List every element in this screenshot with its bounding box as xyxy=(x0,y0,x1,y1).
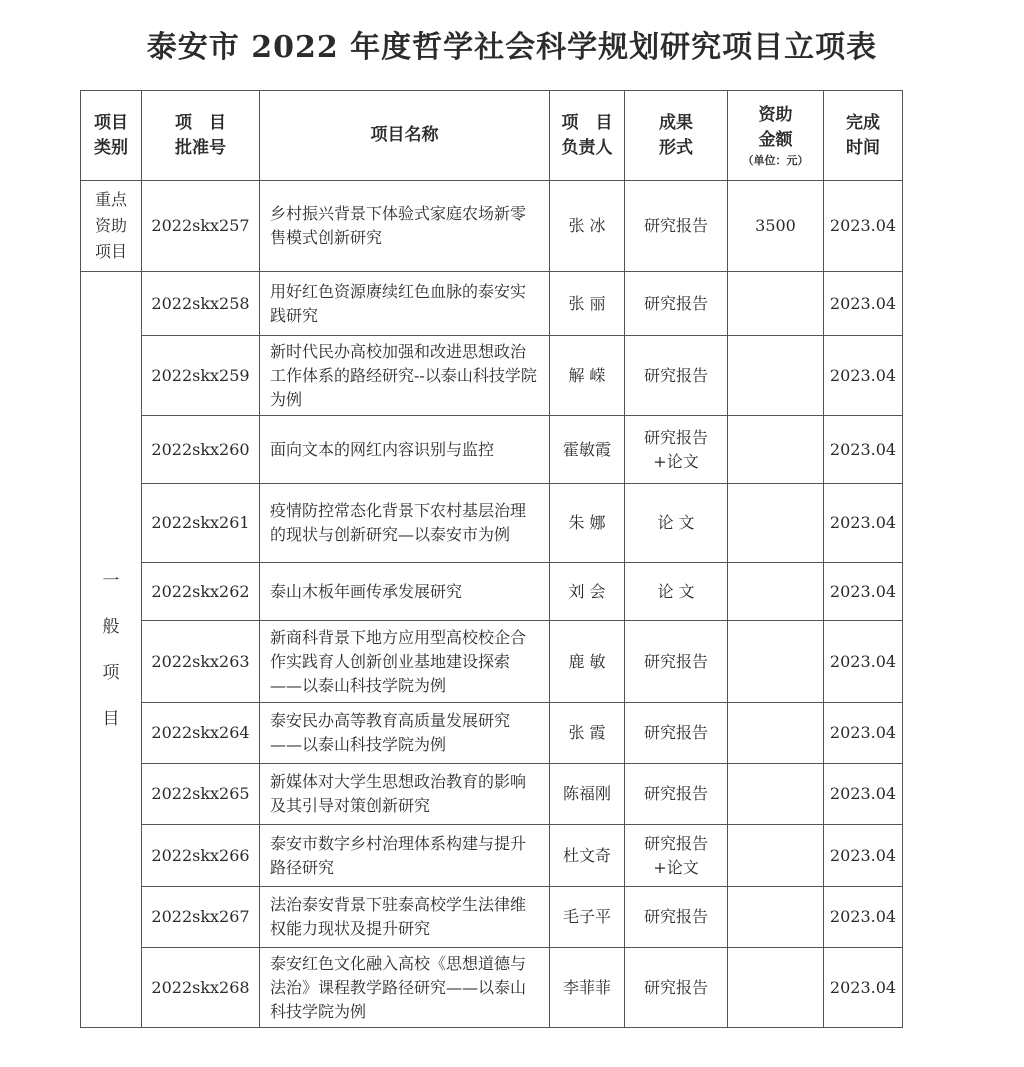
leader-cell: 张 丽 xyxy=(550,272,625,336)
table-row xyxy=(81,948,903,1028)
completion-time-cell: 2023.04 xyxy=(824,887,903,948)
result-form-cell: 研究报告 xyxy=(625,336,728,416)
result-form-cell: 研究报告 xyxy=(625,764,728,825)
funding-amount-cell xyxy=(728,703,824,764)
project-name-cell: 泰安市数字乡村治理体系构建与提升路径研究 xyxy=(260,825,550,887)
category-char: 项目 xyxy=(94,242,127,261)
approval-no-cell: 2022skx266 xyxy=(142,825,260,887)
approval-no-cell: 2022skx262 xyxy=(142,563,260,621)
header-category: 项目 类别 xyxy=(81,91,142,181)
leader-cell: 张 冰 xyxy=(550,181,625,272)
funding-amount-cell xyxy=(728,825,824,887)
result-form-cell: 研究报告+论文 xyxy=(625,416,728,484)
approval-no-cell: 2022skx263 xyxy=(142,621,260,703)
funding-amount-cell xyxy=(728,887,824,948)
result-form-cell: 研究报告 xyxy=(625,703,728,764)
funding-amount-cell xyxy=(728,484,824,563)
category-char: 资助 xyxy=(94,216,127,235)
funding-unit: （单位：元） xyxy=(742,153,809,167)
project-name-cell: 泰安民办高等教育高质量发展研究——以泰山科技学院为例 xyxy=(260,703,550,764)
document-title: 泰安市 2022 年度哲学社会科学规划研究项目立项表 xyxy=(146,30,878,65)
funding-amount-cell xyxy=(728,764,824,825)
table-row xyxy=(81,272,903,336)
category-char: 目 xyxy=(102,708,120,729)
completion-time-cell: 2023.04 xyxy=(824,181,903,272)
category-general xyxy=(81,272,142,1028)
completion-time-cell: 2023.04 xyxy=(824,272,903,336)
table-row xyxy=(81,563,903,621)
header-project-name: 项目名称 xyxy=(260,91,550,181)
approval-no-cell: 2022skx259 xyxy=(142,336,260,416)
project-name-cell: 新时代民办高校加强和改进思想政治工作体系的路经研究--以泰山科技学院为例 xyxy=(260,336,550,416)
header-approval-no: 项 目 批准号 xyxy=(142,91,260,181)
header-funding: 资助 金额 （单位：元） xyxy=(728,91,824,181)
header-row xyxy=(81,91,903,181)
category-key-funded xyxy=(81,181,142,272)
table-row xyxy=(81,336,903,416)
header-result-form: 成果 形式 xyxy=(625,91,728,181)
table-row xyxy=(81,484,903,563)
table-row xyxy=(81,887,903,948)
project-name-cell: 新商科背景下地方应用型高校校企合作实践育人创新创业基地建设探索——以泰山科技学院为例 xyxy=(260,621,550,703)
completion-time-cell: 2023.04 xyxy=(824,484,903,563)
result-form-cell: 研究报告+论文 xyxy=(625,825,728,887)
leader-cell: 刘 会 xyxy=(550,563,625,621)
project-table xyxy=(80,90,903,1028)
leader-cell: 李菲菲 xyxy=(550,948,625,1028)
approval-no-cell: 2022skx257 xyxy=(142,181,260,272)
completion-time-cell: 2023.04 xyxy=(824,416,903,484)
project-name-cell: 新媒体对大学生思想政治教育的影响及其引导对策创新研究 xyxy=(260,764,550,825)
approval-no-cell: 2022skx261 xyxy=(142,484,260,563)
result-form-cell: 研究报告 xyxy=(625,948,728,1028)
project-name-cell: 疫情防控常态化背景下农村基层治理的现状与创新研究—以泰安市为例 xyxy=(260,484,550,563)
leader-cell: 霍敏霞 xyxy=(550,416,625,484)
funding-amount-cell xyxy=(728,621,824,703)
category-char: 般 xyxy=(102,616,120,637)
result-form-cell: 研究报告 xyxy=(625,272,728,336)
table-row xyxy=(81,621,903,703)
funding-amount-cell xyxy=(728,563,824,621)
leader-cell: 毛子平 xyxy=(550,887,625,948)
approval-no-cell: 2022skx267 xyxy=(142,887,260,948)
funding-amount-cell xyxy=(728,272,824,336)
funding-amount-cell xyxy=(728,948,824,1028)
result-form-cell: 论 文 xyxy=(625,563,728,621)
leader-cell: 陈福刚 xyxy=(550,764,625,825)
table-row xyxy=(81,825,903,887)
project-name-cell: 泰安红色文化融入高校《思想道德与法治》课程教学路径研究——以泰山科技学院为例 xyxy=(260,948,550,1028)
result-form-cell: 论 文 xyxy=(625,484,728,563)
completion-time-cell: 2023.04 xyxy=(824,764,903,825)
table-row xyxy=(81,764,903,825)
leader-cell: 张 霞 xyxy=(550,703,625,764)
leader-cell: 鹿 敏 xyxy=(550,621,625,703)
approval-no-cell: 2022skx268 xyxy=(142,948,260,1028)
project-name-cell: 法治泰安背景下驻泰高校学生法律维权能力现状及提升研究 xyxy=(260,887,550,948)
completion-time-cell: 2023.04 xyxy=(824,336,903,416)
project-name-cell: 乡村振兴背景下体验式家庭农场新零售模式创新研究 xyxy=(260,181,550,272)
table-row xyxy=(81,703,903,764)
table-row xyxy=(81,416,903,484)
completion-time-cell: 2023.04 xyxy=(824,621,903,703)
completion-time-cell: 2023.04 xyxy=(824,703,903,764)
header-completion: 完成 时间 xyxy=(824,91,903,181)
result-form-cell: 研究报告 xyxy=(625,181,728,272)
approval-no-cell: 2022skx258 xyxy=(142,272,260,336)
funding-amount-cell xyxy=(728,336,824,416)
completion-time-cell: 2023.04 xyxy=(824,825,903,887)
project-name-cell: 用好红色资源赓续红色血脉的泰安实践研究 xyxy=(260,272,550,336)
category-char: 一 xyxy=(102,570,120,591)
project-name-cell: 泰山木板年画传承发展研究 xyxy=(260,563,550,621)
leader-cell: 杜文奇 xyxy=(550,825,625,887)
result-form-cell: 研究报告 xyxy=(625,621,728,703)
leader-cell: 解 嵘 xyxy=(550,336,625,416)
completion-time-cell: 2023.04 xyxy=(824,948,903,1028)
result-form-cell: 研究报告 xyxy=(625,887,728,948)
project-name-cell: 面向文本的网红内容识别与监控 xyxy=(260,416,550,484)
table-row xyxy=(81,181,903,272)
header-leader: 项 目 负责人 xyxy=(550,91,625,181)
completion-time-cell: 2023.04 xyxy=(824,563,903,621)
approval-no-cell: 2022skx264 xyxy=(142,703,260,764)
funding-amount-cell: 3500 xyxy=(728,181,824,272)
leader-cell: 朱 娜 xyxy=(550,484,625,563)
approval-no-cell: 2022skx260 xyxy=(142,416,260,484)
funding-amount-cell xyxy=(728,416,824,484)
category-char: 项 xyxy=(102,662,120,683)
approval-no-cell: 2022skx265 xyxy=(142,764,260,825)
category-char: 重点 xyxy=(94,190,127,209)
